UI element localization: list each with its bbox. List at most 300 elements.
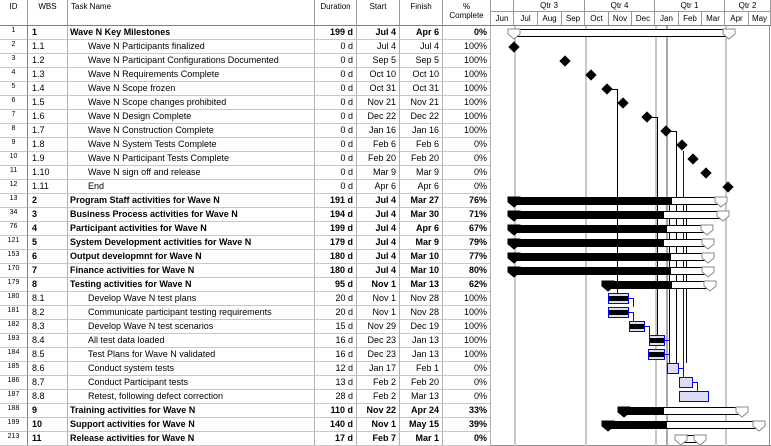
cell-wbs: 8 bbox=[28, 278, 68, 292]
cell-duration: 17 d bbox=[315, 432, 357, 446]
cell-finish: Oct 10 bbox=[400, 68, 443, 82]
cell-start: Apr 6 bbox=[357, 180, 400, 194]
cell-start: Mar 9 bbox=[357, 166, 400, 180]
cell-wbs: 1.11 bbox=[28, 180, 68, 194]
status-date-line bbox=[666, 26, 668, 446]
cell-name: Wave N System Tests Complete bbox=[68, 138, 315, 152]
cell-name: Wave N Design Complete bbox=[68, 110, 315, 124]
cell-pct: 100% bbox=[443, 68, 491, 82]
milestone-diamond-icon[interactable] bbox=[687, 153, 698, 164]
cell-name: Testing activities for Wave N bbox=[68, 278, 315, 292]
task-bar[interactable] bbox=[679, 377, 693, 388]
cell-duration: 15 d bbox=[315, 320, 357, 334]
task-bar[interactable] bbox=[649, 335, 665, 346]
cell-start: Jul 4 bbox=[357, 26, 400, 40]
cell-duration: 0 d bbox=[315, 110, 357, 124]
cell-start: Jan 17 bbox=[357, 362, 400, 376]
cell-start: Jul 4 bbox=[357, 208, 400, 222]
cell-id: 4 bbox=[0, 68, 28, 82]
task-bar[interactable] bbox=[648, 349, 665, 360]
cell-finish: Mar 27 bbox=[400, 194, 443, 208]
cell-finish: Sep 5 bbox=[400, 54, 443, 68]
cell-finish: Jan 16 bbox=[400, 124, 443, 138]
cell-finish: Nov 28 bbox=[400, 292, 443, 306]
summary-bar[interactable] bbox=[624, 407, 742, 415]
col-header-task-name[interactable]: Task Name bbox=[68, 0, 315, 26]
cell-wbs: 1.7 bbox=[28, 124, 68, 138]
cell-start: Jul 4 bbox=[357, 222, 400, 236]
cell-duration: 180 d bbox=[315, 264, 357, 278]
summary-bar[interactable] bbox=[514, 197, 721, 205]
cell-pct: 100% bbox=[443, 54, 491, 68]
cell-duration: 194 d bbox=[315, 208, 357, 222]
cell-name: Wave N Scope changes prohibited bbox=[68, 96, 315, 110]
cell-start: Nov 1 bbox=[357, 278, 400, 292]
summary-start-cap-icon bbox=[507, 224, 521, 236]
table-row[interactable] bbox=[0, 82, 491, 96]
table-row[interactable] bbox=[0, 278, 491, 292]
summary-end-cap-icon bbox=[701, 266, 715, 278]
summary-progress bbox=[609, 422, 667, 428]
cell-id: 184 bbox=[0, 348, 28, 362]
milestone-diamond-icon[interactable] bbox=[559, 55, 570, 66]
table-row[interactable] bbox=[0, 68, 491, 82]
cell-pct: 100% bbox=[443, 292, 491, 306]
cell-name: Finance activities for Wave N bbox=[68, 264, 315, 278]
table-row[interactable] bbox=[0, 348, 491, 362]
cell-start: Jul 4 bbox=[357, 40, 400, 54]
cell-duration: 180 d bbox=[315, 250, 357, 264]
cell-pct: 100% bbox=[443, 82, 491, 96]
cell-id: 183 bbox=[0, 334, 28, 348]
cell-pct: 0% bbox=[443, 180, 491, 194]
cell-wbs: 1.9 bbox=[28, 152, 68, 166]
summary-progress bbox=[515, 212, 664, 218]
dependency-line bbox=[633, 298, 634, 307]
cell-id: 11 bbox=[0, 166, 28, 180]
dependency-line bbox=[697, 382, 698, 391]
col-header-pct-complete[interactable] bbox=[443, 0, 491, 26]
cell-pct: 0% bbox=[443, 390, 491, 404]
summary-bar[interactable] bbox=[514, 225, 707, 233]
cell-finish: Mar 30 bbox=[400, 208, 443, 222]
timeline-quarter: Qtr 2 bbox=[725, 0, 771, 12]
timeline-quarter: Qtr 4 bbox=[585, 0, 655, 12]
table-row[interactable] bbox=[0, 152, 491, 166]
dependency-line bbox=[669, 340, 670, 349]
cell-wbs: 8.6 bbox=[28, 362, 68, 376]
cell-start: Feb 7 bbox=[357, 432, 400, 446]
cell-finish: Dec 19 bbox=[400, 320, 443, 334]
cell-wbs: 7 bbox=[28, 264, 68, 278]
timeline-month: Feb bbox=[679, 12, 702, 26]
timeline-quarter: Qtr 1 bbox=[655, 0, 725, 12]
cell-duration: 0 d bbox=[315, 166, 357, 180]
cell-name: Wave N Construction Complete bbox=[68, 124, 315, 138]
cell-duration: 16 d bbox=[315, 348, 357, 362]
timeline-quarter bbox=[491, 0, 514, 12]
dependency-line bbox=[676, 131, 677, 363]
table-row[interactable] bbox=[0, 26, 491, 40]
summary-bar[interactable] bbox=[514, 211, 723, 219]
cell-pct: 0% bbox=[443, 152, 491, 166]
timeline-month: Sep bbox=[562, 12, 585, 26]
table-row[interactable] bbox=[0, 96, 491, 110]
cell-wbs: 11 bbox=[28, 432, 68, 446]
summary-start-cap-icon bbox=[507, 196, 521, 208]
pct-line1: % bbox=[462, 2, 471, 11]
timeline-month: Oct bbox=[585, 12, 609, 26]
cell-pct: 80% bbox=[443, 264, 491, 278]
summary-progress bbox=[515, 240, 664, 246]
cell-start: Feb 2 bbox=[357, 390, 400, 404]
cell-name: Wave N Participants finalized bbox=[68, 40, 315, 54]
table-row[interactable] bbox=[0, 222, 491, 236]
cell-duration: 16 d bbox=[315, 334, 357, 348]
dependency-line bbox=[683, 151, 684, 374]
task-progress bbox=[630, 324, 644, 329]
cell-id: 6 bbox=[0, 96, 28, 110]
summary-start-cap-icon bbox=[674, 434, 688, 446]
summary-end-cap-icon bbox=[722, 28, 736, 40]
table-row[interactable] bbox=[0, 194, 491, 208]
cell-name: Wave N sign off and release bbox=[68, 166, 315, 180]
cell-wbs: 1.6 bbox=[28, 110, 68, 124]
cell-name: Training activities for Wave N bbox=[68, 404, 315, 418]
cell-finish: Mar 13 bbox=[400, 390, 443, 404]
cell-finish: Apr 24 bbox=[400, 404, 443, 418]
cell-finish: Mar 9 bbox=[400, 236, 443, 250]
cell-name: System Development activities for Wave N bbox=[68, 236, 315, 250]
table-row[interactable] bbox=[0, 418, 491, 432]
cell-finish: Feb 1 bbox=[400, 362, 443, 376]
cell-name: Program Staff activities for Wave N bbox=[68, 194, 315, 208]
cell-duration: 95 d bbox=[315, 278, 357, 292]
cell-name: Wave N Participant Tests Complete bbox=[68, 152, 315, 166]
task-bar[interactable] bbox=[608, 293, 629, 304]
cell-duration: 140 d bbox=[315, 418, 357, 432]
table-row[interactable] bbox=[0, 40, 491, 54]
cell-pct: 100% bbox=[443, 320, 491, 334]
timeline-month: Jan bbox=[655, 12, 679, 26]
timeline-month: Jul bbox=[514, 12, 538, 26]
summary-bar[interactable] bbox=[514, 267, 708, 275]
cell-start: Jul 4 bbox=[357, 250, 400, 264]
table-row[interactable] bbox=[0, 390, 491, 404]
cell-pct: 62% bbox=[443, 278, 491, 292]
cell-pct: 67% bbox=[443, 222, 491, 236]
cell-wbs: 5 bbox=[28, 236, 68, 250]
cell-start: Nov 1 bbox=[357, 292, 400, 306]
cell-finish: Apr 6 bbox=[400, 180, 443, 194]
table-row[interactable] bbox=[0, 334, 491, 348]
cell-wbs: 2 bbox=[28, 194, 68, 208]
summary-bar[interactable] bbox=[608, 421, 759, 429]
cell-id: 186 bbox=[0, 376, 28, 390]
task-bar[interactable] bbox=[679, 391, 709, 402]
cell-pct: 100% bbox=[443, 334, 491, 348]
table-row[interactable] bbox=[0, 54, 491, 68]
milestone-diamond-icon[interactable] bbox=[700, 167, 711, 178]
table-row[interactable] bbox=[0, 432, 491, 446]
cell-id: 181 bbox=[0, 306, 28, 320]
summary-end-cap-icon bbox=[700, 224, 714, 236]
cell-wbs: 8.7 bbox=[28, 376, 68, 390]
cell-start: Nov 1 bbox=[357, 418, 400, 432]
cell-id: 180 bbox=[0, 292, 28, 306]
cell-start: Jul 4 bbox=[357, 264, 400, 278]
cell-start: Feb 6 bbox=[357, 138, 400, 152]
summary-start-cap-icon bbox=[601, 420, 615, 432]
table-row[interactable] bbox=[0, 306, 491, 320]
cell-name: All test data loaded bbox=[68, 334, 315, 348]
cell-id: 187 bbox=[0, 390, 28, 404]
cell-id: 121 bbox=[0, 236, 28, 250]
cell-name: Output developmnt for Wave N bbox=[68, 250, 315, 264]
summary-start-cap-icon bbox=[507, 238, 521, 250]
summary-progress bbox=[515, 226, 667, 232]
cell-finish: Apr 6 bbox=[400, 26, 443, 40]
cell-finish: Mar 1 bbox=[400, 432, 443, 446]
task-progress bbox=[609, 310, 628, 315]
cell-finish: Jan 13 bbox=[400, 334, 443, 348]
gantt-right-border bbox=[769, 26, 770, 446]
cell-finish: Mar 10 bbox=[400, 250, 443, 264]
cell-start: Dec 23 bbox=[357, 334, 400, 348]
cell-wbs: 1.2 bbox=[28, 54, 68, 68]
cell-wbs: 1.5 bbox=[28, 96, 68, 110]
cell-finish: Mar 10 bbox=[400, 264, 443, 278]
dependency-line bbox=[617, 89, 618, 293]
cell-pct: 76% bbox=[443, 194, 491, 208]
summary-end-cap-icon bbox=[693, 434, 707, 446]
cell-id: 7 bbox=[0, 110, 28, 124]
cell-pct: 77% bbox=[443, 250, 491, 264]
cell-wbs: 1.4 bbox=[28, 82, 68, 96]
cell-start: Oct 10 bbox=[357, 68, 400, 82]
cell-duration: 199 d bbox=[315, 26, 357, 40]
summary-end-cap-icon bbox=[701, 252, 715, 264]
cell-wbs: 1.10 bbox=[28, 166, 68, 180]
cell-id: 213 bbox=[0, 432, 28, 446]
timeline-month: Nov bbox=[609, 12, 632, 26]
dependency-line bbox=[683, 368, 684, 377]
table-row[interactable] bbox=[0, 362, 491, 376]
cell-id: 9 bbox=[0, 138, 28, 152]
table-row[interactable] bbox=[0, 124, 491, 138]
table-row[interactable] bbox=[0, 250, 491, 264]
cell-finish: Apr 6 bbox=[400, 222, 443, 236]
cell-duration: 0 d bbox=[315, 124, 357, 138]
cell-pct: 0% bbox=[443, 138, 491, 152]
dependency-line bbox=[669, 354, 670, 363]
cell-duration: 12 d bbox=[315, 362, 357, 376]
cell-id: 170 bbox=[0, 264, 28, 278]
table-row[interactable] bbox=[0, 264, 491, 278]
milestone-diamond-icon[interactable] bbox=[617, 97, 628, 108]
cell-duration: 199 d bbox=[315, 222, 357, 236]
cell-pct: 100% bbox=[443, 306, 491, 320]
cell-duration: 0 d bbox=[315, 180, 357, 194]
cell-wbs: 8.2 bbox=[28, 306, 68, 320]
table-row[interactable] bbox=[0, 292, 491, 306]
cell-pct: 100% bbox=[443, 348, 491, 362]
milestone-diamond-icon[interactable] bbox=[601, 83, 612, 94]
quarter-gridline bbox=[725, 26, 727, 446]
table-row[interactable] bbox=[0, 208, 491, 222]
milestone-diamond-icon[interactable] bbox=[660, 125, 671, 136]
cell-pct: 71% bbox=[443, 208, 491, 222]
cell-duration: 0 d bbox=[315, 54, 357, 68]
summary-bar[interactable] bbox=[514, 29, 729, 37]
cell-name: Business Process activities for Wave N bbox=[68, 208, 315, 222]
cell-finish: Jan 13 bbox=[400, 348, 443, 362]
cell-pct: 0% bbox=[443, 26, 491, 40]
quarter-gridline bbox=[514, 26, 516, 446]
cell-name: Wave N Scope frozen bbox=[68, 82, 315, 96]
cell-start: Nov 21 bbox=[357, 96, 400, 110]
cell-name: Conduct system tests bbox=[68, 362, 315, 376]
cell-start: Nov 22 bbox=[357, 404, 400, 418]
cell-wbs: 1 bbox=[28, 26, 68, 40]
timeline-quarter: Qtr 3 bbox=[514, 0, 585, 12]
task-progress bbox=[649, 352, 664, 357]
summary-end-cap-icon bbox=[703, 280, 717, 292]
task-bar[interactable] bbox=[667, 363, 679, 374]
summary-progress bbox=[515, 268, 671, 274]
cell-pct: 100% bbox=[443, 124, 491, 138]
summary-end-cap-icon bbox=[735, 406, 749, 418]
table-row[interactable] bbox=[0, 236, 491, 250]
cell-duration: 28 d bbox=[315, 390, 357, 404]
cell-wbs: 8.4 bbox=[28, 334, 68, 348]
table-row[interactable] bbox=[0, 180, 491, 194]
cell-duration: 20 d bbox=[315, 292, 357, 306]
cell-name: Conduct Participant tests bbox=[68, 376, 315, 390]
cell-wbs: 6 bbox=[28, 250, 68, 264]
table-row[interactable] bbox=[0, 320, 491, 334]
cell-finish: Feb 20 bbox=[400, 152, 443, 166]
cell-pct: 79% bbox=[443, 236, 491, 250]
cell-id: 5 bbox=[0, 82, 28, 96]
cell-id: 153 bbox=[0, 250, 28, 264]
summary-start-cap-icon bbox=[507, 252, 521, 264]
milestone-diamond-icon[interactable] bbox=[641, 111, 652, 122]
cell-id: 179 bbox=[0, 278, 28, 292]
cell-id: 76 bbox=[0, 222, 28, 236]
table-row[interactable] bbox=[0, 404, 491, 418]
cell-id: 12 bbox=[0, 180, 28, 194]
cell-duration: 179 d bbox=[315, 236, 357, 250]
cell-wbs: 1.3 bbox=[28, 68, 68, 82]
summary-progress bbox=[515, 254, 671, 260]
timeline-month: May bbox=[749, 12, 771, 26]
col-header-finish[interactable]: Finish bbox=[400, 0, 443, 26]
milestone-diamond-icon[interactable] bbox=[508, 41, 519, 52]
cell-pct: 0% bbox=[443, 376, 491, 390]
milestone-diamond-icon[interactable] bbox=[676, 139, 687, 150]
cell-duration: 0 d bbox=[315, 40, 357, 54]
cell-duration: 110 d bbox=[315, 404, 357, 418]
table-row[interactable] bbox=[0, 110, 491, 124]
cell-name: Develop Wave N test plans bbox=[68, 292, 315, 306]
cell-name: Wave N Key Milestones bbox=[68, 26, 315, 40]
cell-pct: 39% bbox=[443, 418, 491, 432]
cell-finish: Dec 22 bbox=[400, 110, 443, 124]
cell-wbs: 4 bbox=[28, 222, 68, 236]
cell-id: 199 bbox=[0, 418, 28, 432]
cell-finish: Feb 20 bbox=[400, 376, 443, 390]
cell-pct: 33% bbox=[443, 404, 491, 418]
col-header-id[interactable]: ID bbox=[0, 0, 28, 26]
col-header-duration[interactable]: Duration bbox=[315, 0, 357, 26]
summary-bar[interactable] bbox=[514, 239, 708, 247]
task-progress bbox=[609, 296, 628, 301]
table-row[interactable] bbox=[0, 376, 491, 390]
table-row[interactable] bbox=[0, 166, 491, 180]
cell-duration: 13 d bbox=[315, 376, 357, 390]
cell-wbs: 8.8 bbox=[28, 390, 68, 404]
col-header-wbs[interactable]: WBS bbox=[28, 0, 68, 26]
cell-id: 8 bbox=[0, 124, 28, 138]
cell-start: Jul 4 bbox=[357, 236, 400, 250]
task-bar[interactable] bbox=[629, 321, 645, 332]
task-progress bbox=[650, 338, 664, 343]
cell-wbs: 9 bbox=[28, 404, 68, 418]
milestone-diamond-icon[interactable] bbox=[585, 69, 596, 80]
summary-progress bbox=[515, 198, 672, 204]
cell-name: Support activities for Wave N bbox=[68, 418, 315, 432]
cell-wbs: 3 bbox=[28, 208, 68, 222]
summary-start-cap-icon bbox=[507, 28, 521, 40]
cell-start: Jul 4 bbox=[357, 194, 400, 208]
cell-duration: 0 d bbox=[315, 138, 357, 152]
timeline-month: Jun bbox=[491, 12, 514, 26]
cell-start: Dec 23 bbox=[357, 348, 400, 362]
dependency-line bbox=[633, 312, 634, 321]
cell-duration: 20 d bbox=[315, 306, 357, 320]
cell-id: 188 bbox=[0, 404, 28, 418]
task-bar[interactable] bbox=[608, 307, 629, 318]
cell-name: Wave N Requirements Complete bbox=[68, 68, 315, 82]
cell-start: Jan 16 bbox=[357, 124, 400, 138]
cell-id: 13 bbox=[0, 194, 28, 208]
cell-id: 34 bbox=[0, 208, 28, 222]
summary-bar[interactable] bbox=[514, 253, 708, 261]
col-header-start[interactable]: Start bbox=[357, 0, 400, 26]
table-row[interactable] bbox=[0, 138, 491, 152]
cell-wbs: 8.1 bbox=[28, 292, 68, 306]
cell-wbs: 10 bbox=[28, 418, 68, 432]
cell-pct: 0% bbox=[443, 166, 491, 180]
cell-duration: 0 d bbox=[315, 96, 357, 110]
cell-id: 3 bbox=[0, 54, 28, 68]
dependency-line bbox=[649, 326, 650, 335]
summary-start-cap-icon bbox=[507, 210, 521, 222]
cell-pct: 0% bbox=[443, 432, 491, 446]
cell-start: Sep 5 bbox=[357, 54, 400, 68]
summary-bar[interactable] bbox=[608, 281, 710, 289]
cell-finish: May 15 bbox=[400, 418, 443, 432]
summary-progress bbox=[609, 282, 672, 288]
summary-end-cap-icon bbox=[701, 238, 715, 250]
cell-id: 1 bbox=[0, 26, 28, 40]
cell-start: Feb 2 bbox=[357, 376, 400, 390]
quarter-gridline bbox=[585, 26, 587, 446]
timeline-month: Dec bbox=[632, 12, 655, 26]
cell-name: Communicate participant testing requirements bbox=[68, 306, 315, 320]
summary-start-cap-icon bbox=[507, 266, 521, 278]
